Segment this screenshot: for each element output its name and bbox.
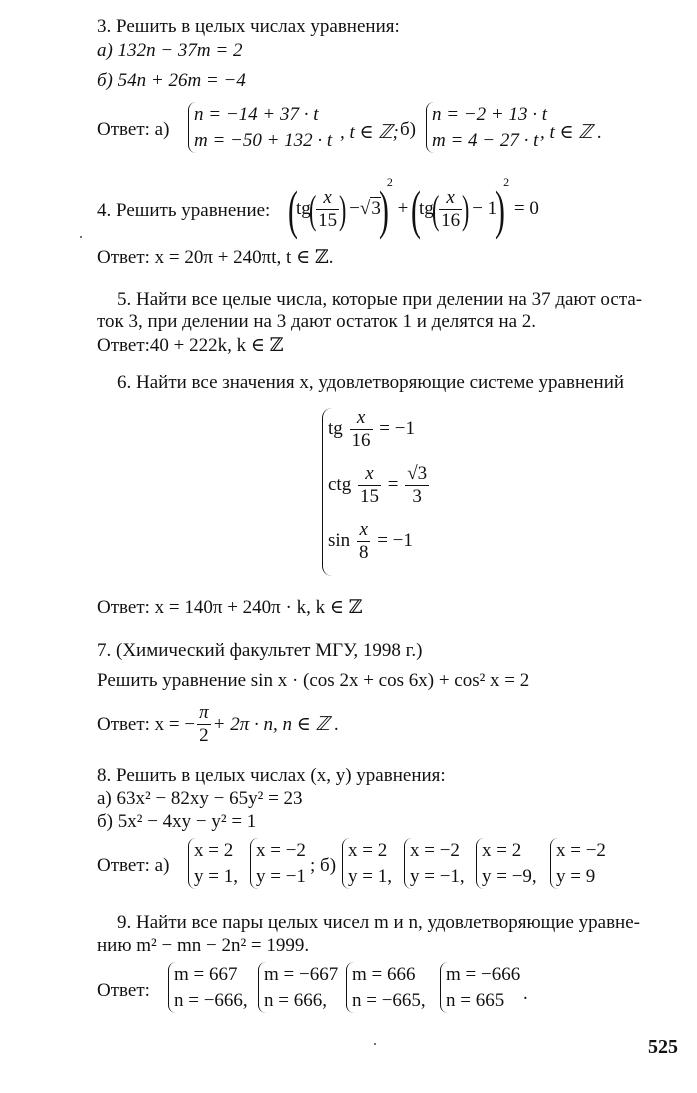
problem-5-answer: Ответ:40 + 222k, k ∈ ℤ (97, 335, 284, 356)
frac-den: 16 (441, 209, 461, 231)
problem-8-mid: ; б) (310, 855, 337, 876)
problem-9-line2: нию m² − mn − 2n² = 1999. (97, 935, 310, 956)
system-line: n = −666, (174, 989, 248, 1011)
problem-3-tail-b: , t ∈ ℤ . (540, 122, 602, 143)
frac-den: 16 (351, 429, 371, 451)
system-line: n = 665 (446, 989, 505, 1011)
scan-speck (374, 1043, 376, 1045)
equals: = (387, 474, 399, 496)
system-line: n = −14 + 37 · t (194, 104, 319, 125)
problem-6-system (322, 408, 431, 576)
system-line: x = −2 (410, 840, 460, 861)
problem-8-title: 8. Решить в целых числах (x, y) уравнения: (97, 765, 446, 786)
system-line: m = 667 (174, 964, 238, 985)
problem-3-system-b (426, 102, 547, 153)
system-line: x = −2 (256, 840, 306, 861)
system-line: n = −2 + 13 · t (432, 104, 547, 125)
answer-label: Ответ: x = − (97, 714, 196, 736)
answer-tail: + 2π · n, n ∈ ℤ . (212, 714, 340, 736)
tg-fn: tg (419, 198, 434, 219)
frac-num: x (439, 188, 462, 210)
frac-num: π (199, 702, 209, 724)
problem-6-title: 6. Найти все значения x, удовлетворяющие системе уравнений (117, 372, 625, 393)
problem-8-system-4 (404, 838, 465, 889)
problem-9-system-2 (258, 962, 338, 1013)
frac-num: x (358, 464, 381, 486)
problem-6-answer: Ответ: x = 140π + 240π · k, k ∈ ℤ (97, 597, 363, 618)
problem-8-system-6 (550, 838, 606, 889)
plus: + (397, 198, 409, 219)
system-line: x = 2 (348, 840, 388, 861)
frac-num: √3 (407, 463, 428, 484)
problem-9-line1: 9. Найти все пары целых чисел m и n, удовлетворяющие уравне- (117, 912, 640, 933)
problem-3-b: б) 54n + 26m = −4 (97, 70, 246, 91)
problem-4-title: 4. Решить уравнение: (97, 200, 271, 221)
system-line: m = −667 (264, 964, 339, 985)
system-row-3 (328, 520, 431, 576)
problem-8-a: а) 63x² − 82xy − 65y² = 23 (97, 788, 303, 809)
rhs: = −1 (379, 418, 415, 440)
system-line: y = 9 (556, 865, 596, 887)
problem-9-system-3 (346, 962, 426, 1013)
system-line: y = −1 (256, 865, 306, 887)
equals-zero: = 0 (513, 198, 539, 219)
scan-speck (80, 236, 82, 238)
system-row-2 (328, 464, 431, 520)
frac-den: 15 (318, 209, 338, 231)
frac-den: 8 (358, 541, 369, 563)
square: 2 (386, 175, 393, 189)
system-line: x = 2 (482, 840, 522, 861)
system-line: y = −1, (410, 865, 465, 887)
frac-den: 3 (412, 485, 422, 507)
problem-7-equation: Решить уравнение sin x · (cos 2x + cos 6x) + cos² x = 2 (97, 670, 530, 691)
problem-8-system-2 (250, 838, 306, 889)
sqrt-3: 3 (371, 198, 381, 219)
problem-3-tail-a: , t ∈ ℤ; (340, 122, 399, 143)
problem-8-system-5 (476, 838, 537, 889)
system-line: n = −665, (352, 989, 426, 1011)
problem-9-system-4 (440, 962, 520, 1013)
problem-4-answer: Ответ: x = 20π + 240πt, t ∈ ℤ. (97, 247, 334, 268)
problem-5-line1: 5. Найти все целые числа, которые при делении на 37 дают оста- (117, 289, 643, 310)
problem-8-answer-label: Ответ: а) (97, 855, 170, 876)
problem-4-equation: (tg( $\frac{x}{15}$ ) −√3)$^2$ + (tg( $\frac{x}{16}$ ) − 1)$^2$ = 0 (288, 175, 539, 240)
tg-fn: tg (295, 198, 311, 219)
problem-8-system-1 (188, 838, 238, 889)
problem-8-b: б) 5x² − 4xy − y² = 1 (97, 811, 257, 832)
problem-8-system-3 (342, 838, 392, 889)
problem-3-a: а) 132n − 37m = 2 (97, 40, 243, 61)
frac-den: 2 (199, 725, 209, 747)
system-line: m = 4 − 27 · t (432, 129, 539, 151)
rhs: = −1 (377, 530, 413, 552)
problem-9-tail: . (523, 983, 528, 1004)
system-line: m = −666 (446, 964, 521, 985)
system-line: y = −9, (482, 865, 537, 887)
frac-num: x (316, 188, 339, 210)
tg-fn: tg (328, 418, 343, 440)
system-line: y = 1, (194, 865, 238, 887)
system-line: m = 666 (352, 964, 416, 985)
problem-7-title: 7. (Химический факультет МГУ, 1998 г.) (97, 640, 423, 661)
problem-5-line2: ток 3, при делении на 3 дают остаток 1 и делятся на 2. (97, 311, 537, 332)
ctg-fn: ctg (328, 474, 352, 496)
system-line: x = 2 (194, 840, 234, 861)
problem-3-system-a (188, 102, 332, 153)
minus-one: − 1 (472, 198, 498, 219)
system-row-1 (328, 408, 431, 464)
problem-3-answer-label: Ответ: а) (97, 119, 170, 140)
page-number: 525 (648, 1036, 678, 1058)
frac-num: x (357, 520, 371, 542)
sin-fn: sin (328, 530, 351, 552)
problem-7-answer (97, 700, 339, 750)
system-line: y = 1, (348, 865, 392, 887)
problem-3-b-label: б) (400, 119, 416, 140)
problem-9-system-1 (168, 962, 248, 1013)
system-line: x = −2 (556, 840, 606, 861)
frac-den: 15 (359, 485, 379, 507)
square: 2 (503, 175, 510, 189)
system-line: m = −50 + 132 · t (194, 129, 333, 151)
problem-9-answer-label: Ответ: (97, 980, 150, 1001)
problem-3-title: 3. Решить в целых числах уравнения: (97, 16, 400, 37)
system-line: n = 666, (264, 989, 327, 1011)
frac-num: x (350, 408, 373, 430)
minus: − (349, 198, 360, 219)
